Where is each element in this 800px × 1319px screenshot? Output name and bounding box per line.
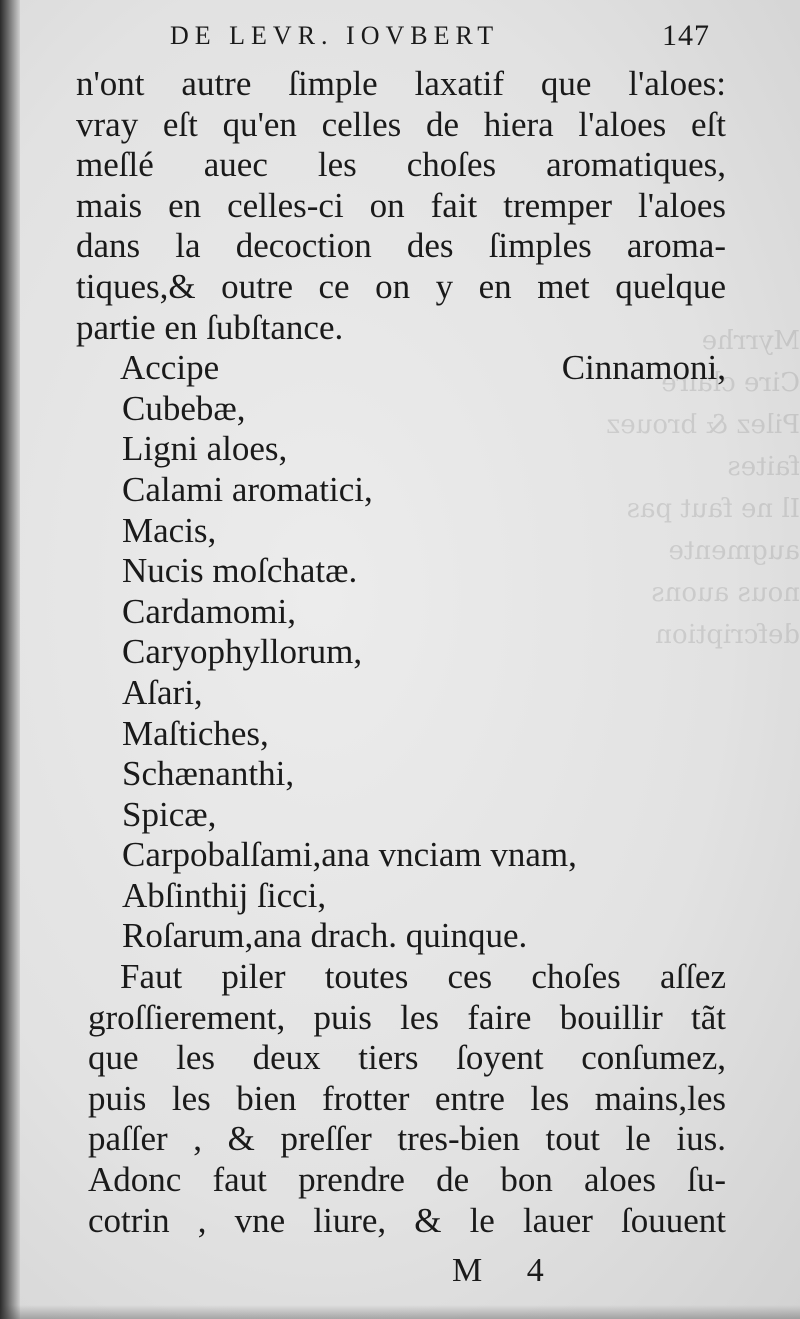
ingredient-item: Cardamomi, [122,591,296,631]
signature-mark: M 4 [452,1252,562,1289]
ingredient-item: Aſari, [122,672,203,712]
text-line: Adonc faut prendre de bon aloes ſu- [88,1160,726,1200]
ingredient-item: Accipe Cinnamoni, [120,348,726,388]
ingredient-item: Maſtiches, [122,713,269,753]
ingredient-item: Roſarum,ana drach. quinque. [122,916,528,956]
ingredient-item: Spicæ, [122,794,217,834]
text-line: meſlé auec les choſes aromatiques, [76,145,726,185]
running-header [170,14,710,58]
text-line: tiques,& outre ce on y en met quelque [76,266,726,306]
text-line: mais en celles-ci on fait tremper l'aloes [76,185,726,225]
main-text [76,64,726,1241]
text-line: dans la decoction des ſimples aroma- [76,226,726,266]
ingredient-item: Abſinthij ſicci, [122,875,327,915]
text-line: Faut piler toutes ces choſes aſſez [120,957,726,997]
text-line: puis les bien frotter entre les mains,les [88,1078,726,1118]
text-line: paſſer , & preſſer tres-bien tout le ius. [88,1119,726,1159]
ingredient-item: Ligni aloes, [122,429,288,469]
ingredient-item: Nucis moſchatæ. [122,551,358,591]
page-bottom-shadow [0,1305,800,1319]
page-number: 147 [662,19,710,52]
ingredient-item: Macis, [122,510,217,550]
ingredient-item: Carpobalſami,ana vnciam vnam, [122,835,577,875]
instructions-paragraph [76,957,726,1241]
text-line: que les deux tiers ſoyent conſumez, [88,1038,726,1078]
ingredient-list [76,348,726,957]
ingredient-item: Calami aromatici, [122,469,373,509]
text-line: n'ont autre ſimple laxatif que l'aloes: [76,64,726,103]
text-line: groſſierement, puis les faire bouillir tãt [88,997,726,1037]
ingredient-item: Schænanthi, [122,754,295,794]
text-line: partie en ſubſtance. [76,307,344,347]
text-line: cotrin , vne liure, & le lauer ſouuent [88,1200,726,1240]
ingredient-item: Cubebæ, [122,388,246,428]
text-line: vray eſt qu'en celles de hiera l'aloes eſt [76,104,726,144]
running-title: DE LEVR. IOVBERT [170,21,500,50]
show-through-text: Myrrhe Cire claire Pilez & brouez faites Il ne faut pas augmente nous auons defcription [606,326,800,650]
ingredient-item: Caryophyllorum, [122,632,363,672]
page-gutter-shadow [0,0,20,1319]
